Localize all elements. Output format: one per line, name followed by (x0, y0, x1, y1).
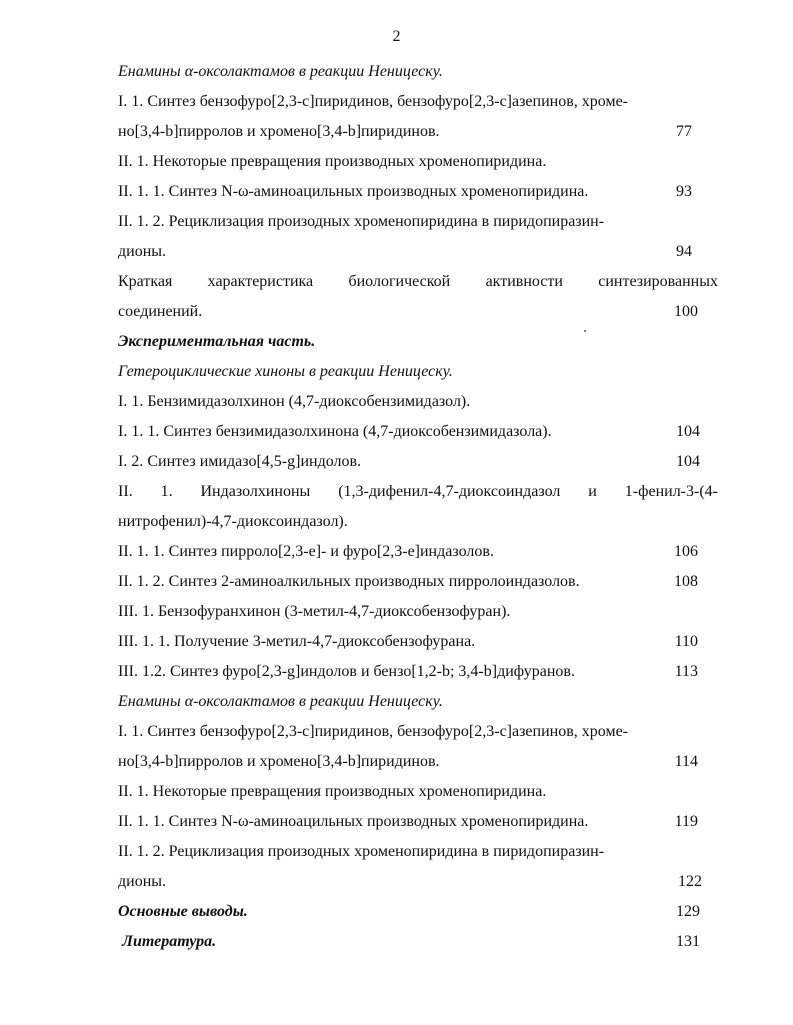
toc-page-number: 100 (674, 303, 698, 320)
page-number: 2 (392, 28, 401, 45)
toc-page-number: 129 (676, 903, 700, 920)
toc-entry-text: дионы. (118, 873, 167, 890)
toc-page-number: 131 (676, 933, 700, 950)
toc-entry-biology (118, 272, 718, 292)
toc-entry-text: дионы. (118, 243, 167, 260)
toc-word: II. (118, 483, 133, 500)
toc-entry-text: III. 1. 1. Получение 3-метил-4,7-диоксобензофурана. (118, 633, 476, 650)
toc-word: характеристика (207, 273, 314, 290)
toc-entry-text: I. 1. Бензимидазолхинон (4,7-диоксобензимидазол). (118, 393, 471, 410)
section-heading-enamines: Енамины α-оксолактамов в реакции Неницеску. (118, 63, 443, 80)
toc-page-number: 113 (674, 663, 698, 680)
section-heading-conclusions: Основные выводы. (118, 903, 248, 920)
toc-page-number: 106 (674, 543, 698, 560)
toc-entry-text: II. 1. 1. Синтез N-ω-аминоацильных производных хроменопиридина. (118, 813, 589, 830)
toc-entry-text: III. 1. Бензофуранхинон (3-метил-4,7-диоксобензофуран). (118, 603, 511, 620)
toc-entry-text: II. 1. Некоторые превращения производных хроменопиридина. (118, 783, 547, 800)
section-heading-heterocyclic: Гетероциклические хиноны в реакции Неницеску. (118, 363, 453, 380)
toc-entry-text: но[3,4-b]пирролов и хромено[3,4-b]пиридинов. (118, 753, 440, 770)
toc-entry-text: I. 1. 1. Синтез бензимидазолхинона (4,7-диоксобензимидазола). (118, 423, 552, 440)
toc-entry-text: II. 1. 2. Рециклизация произодных хроменопиридина в пиридопиразин- (118, 843, 605, 860)
toc-page-number: 94 (676, 243, 692, 260)
toc-entry-text: но[3,4-b]пирролов и хромено[3,4-b]пиридинов. (118, 123, 440, 140)
toc-entry-text: I. 1. Синтез бензофуро[2,3-c]пиридинов, бензофуро[2,3-c]азепинов, хроме- (118, 93, 629, 110)
section-heading-literature: Литература. (122, 933, 217, 950)
section-heading-experimental: Экспериментальная часть. (118, 333, 316, 350)
toc-page-number: 122 (678, 873, 702, 890)
toc-word: и (588, 483, 597, 500)
toc-word: Индазолхиноны (200, 483, 311, 500)
toc-entry-text: нитрофенил)-4,7-диоксоиндазол). (118, 513, 348, 530)
toc-page-number: 93 (676, 183, 692, 200)
toc-word: синтезированных (598, 273, 718, 290)
toc-entry-text: III. 1.2. Синтез фуро[2,3-g]индолов и бензо[1,2-b; 3,4-b]дифуранов. (118, 663, 575, 680)
toc-page-number: 104 (676, 423, 700, 440)
toc-page-number: 104 (676, 453, 700, 470)
toc-page-number: 110 (674, 633, 698, 650)
section-heading-enamines: Енамины α-оксолактамов в реакции Неницеску. (118, 693, 443, 710)
toc-entry-text: I. 1. Синтез бензофуро[2,3-c]пиридинов, бензофуро[2,3-c]азепинов, хроме- (118, 723, 629, 740)
toc-word: Краткая (118, 273, 173, 290)
toc-entry-text: II. 1. 2. Рециклизация произодных хроменопиридина в пиридопиразин- (118, 213, 605, 230)
toc-entry-text: соединений. (118, 303, 203, 320)
toc-word: (1,3-дифенил-4,7-диоксоиндазол (338, 483, 561, 500)
toc-word: активности (485, 273, 563, 290)
toc-word: 1. (160, 483, 173, 500)
scan-speck (584, 330, 586, 332)
toc-entry-indazolquinones (118, 482, 718, 502)
toc-page-number: 77 (676, 123, 692, 140)
toc-entry-text: II. 1. 1. Синтез N-ω-аминоацильных производных хроменопиридина. (118, 183, 589, 200)
toc-entry-text: I. 2. Синтез имидазо[4,5-g]индолов. (118, 453, 362, 470)
toc-entry-text: II. 1. 1. Синтез пирроло[2,3-e]- и фуро[2,3-e]индазолов. (118, 543, 494, 560)
toc-page-number: 114 (674, 753, 698, 770)
toc-page-number: 119 (674, 813, 698, 830)
toc-entry-text: II. 1. 2. Синтез 2-аминоалкильных производных пирролоиндазолов. (118, 573, 580, 590)
toc-word: 1-фенил-3-(4- (624, 483, 718, 500)
toc-word: биологической (348, 273, 451, 290)
toc-page-number: 108 (674, 573, 698, 590)
toc-entry-text: II. 1. Некоторые превращения производных хроменопиридина. (118, 153, 547, 170)
